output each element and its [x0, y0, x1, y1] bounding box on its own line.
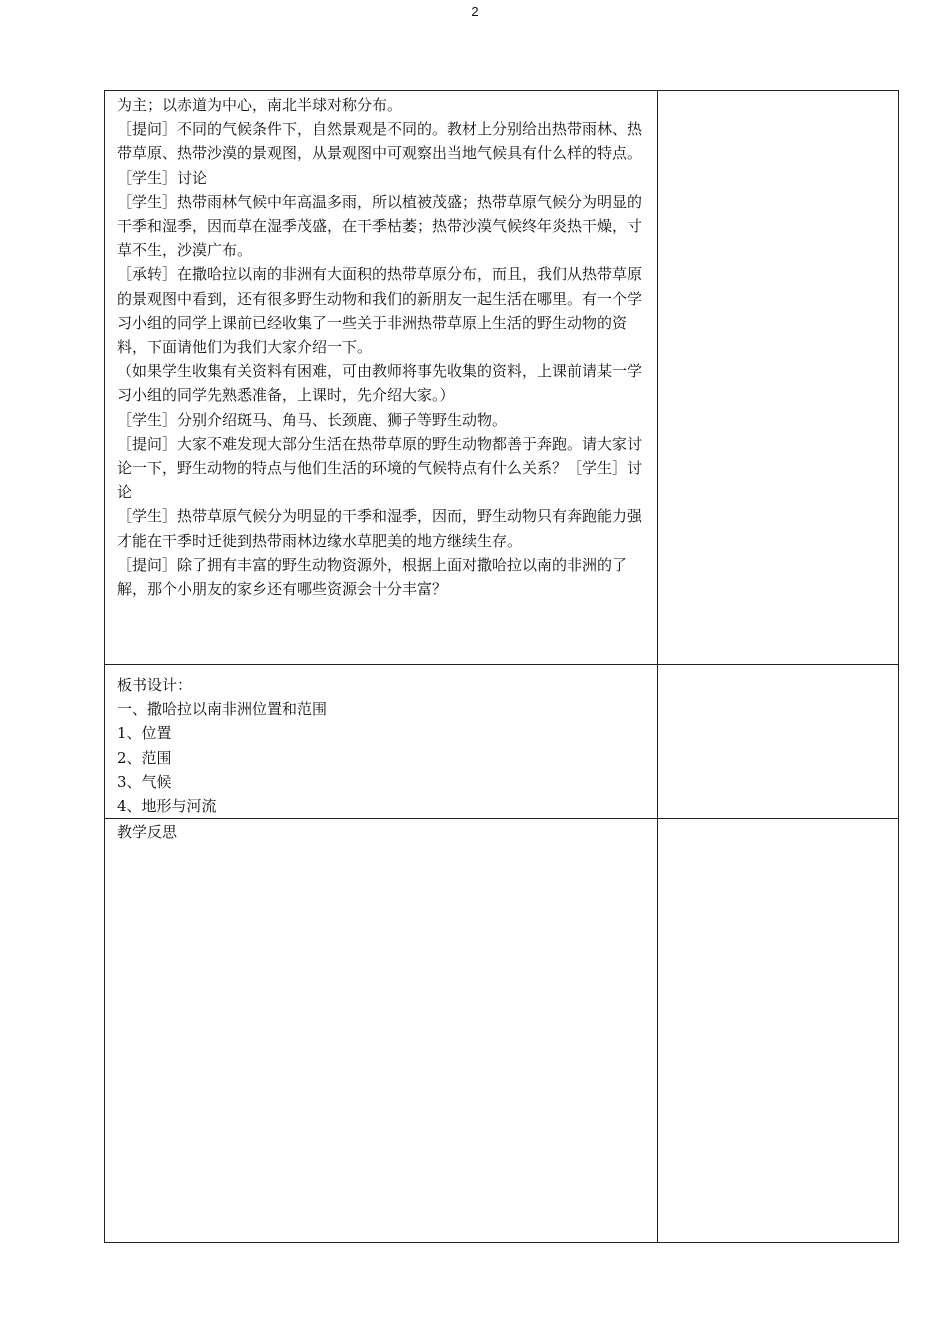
board-design-line: 4、地形与河流	[117, 797, 217, 816]
board-design-line: 一、撒哈拉以南非洲位置和范围	[117, 700, 328, 719]
board-design-row	[105, 665, 899, 819]
reflection-notes-cell	[658, 819, 899, 1243]
paragraph-question-resources: ［提问］除了拥有丰富的野生动物资源外，根据上面对撒哈拉以南的非洲的了解，那个小朋友的家乡还有哪些资源会十分丰富？	[117, 555, 628, 599]
reflection-row	[105, 819, 899, 1243]
lesson-plan-table	[104, 90, 899, 1243]
paragraph-continuation: 为主；以赤道为中心，南北半球对称分布。	[117, 96, 403, 114]
paragraph-student-answer-climate: ［学生］热带雨林气候中年高温多雨，所以植被茂盛；热带草原气候分为明显的干季和湿季，因而草在湿季茂盛，在干季枯萎；热带沙漠气候终年炎热干燥，寸草不生，沙漠广布。	[117, 192, 643, 260]
board-design-notes-cell	[658, 665, 899, 819]
paragraph-question-animals: ［提问］大家不难发现大部分生活在热带草原的野生动物都善于奔跑。请大家讨论一下，野生动物的特点与他们生活的环境的气候特点有什么关系？［学生］讨论	[117, 434, 643, 502]
board-design-line: 3、气候	[117, 772, 172, 791]
paragraph-student-discuss: ［学生］讨论	[117, 168, 208, 187]
paragraph-transition: ［承转］在撒哈拉以南的非洲有大面积的热带草原分布，而且，我们从热带草原的景观图中看到，还有很多野生动物和我们的新朋友一起生活在哪里。有一个学习小组的同学上课前已经收集了一些关于非洲热带草原上生活的野生动物的资料，下面请他们为我们大家介绍一下。	[117, 265, 643, 357]
reflection-title: 教学反思	[117, 823, 178, 842]
teaching-process-row	[105, 91, 899, 665]
board-design-title: 板书设计：	[117, 676, 193, 694]
page-number: 2	[471, 4, 479, 19]
board-design-line: 2、范围	[117, 748, 172, 767]
paragraph-teacher-note: （如果学生收集有关资料有困难，可由教师将事先收集的资料，上课前请某一学习小组的同学先熟悉准备，上课时，先介绍大家。）	[117, 362, 643, 405]
notes-cell	[658, 91, 899, 665]
paragraph-question-landscape: ［提问］不同的气候条件下，自然景观是不同的。教材上分别给出热带雨林、热带草原、热带沙漠的景观图，从景观图中可观察出当地气候具有什么样的特点。	[117, 120, 643, 163]
teaching-process-cell	[105, 91, 658, 665]
board-design-cell	[105, 665, 658, 819]
reflection-cell	[105, 819, 658, 1243]
paragraph-student-answer-animals: ［学生］热带草原气候分为明显的干季和湿季，因而，野生动物只有奔跑能力强才能在干季时迁徙到热带雨林边缘水草肥美的地方继续生存。	[117, 507, 643, 550]
paragraph-student-animals: ［学生］分别介绍斑马、角马、长颈鹿、狮子等野生动物。	[117, 410, 508, 429]
board-design-line: 1、位置	[117, 724, 172, 743]
